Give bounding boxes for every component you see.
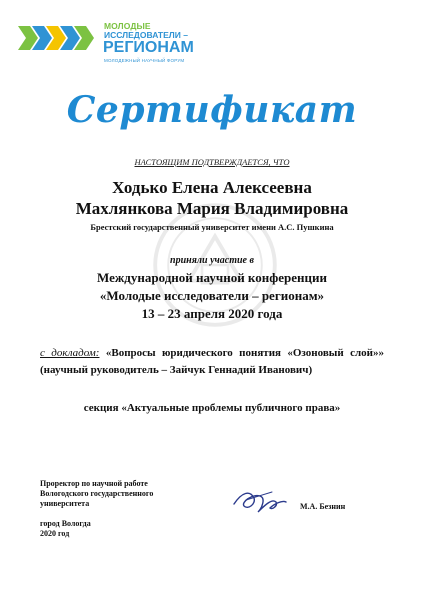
conference-line: Международной научной конференции (97, 270, 327, 285)
recipient-name: Махлянкова Мария Владимировна (75, 199, 349, 218)
year-line: 2020 год (40, 529, 70, 538)
handwritten-signature-icon (232, 484, 288, 518)
signer-line: университета (40, 499, 90, 508)
section-text: секция «Актуальные проблемы публичного права» (83, 402, 341, 414)
confirmation-text: НАСТОЯЩИМ ПОДТВЕРЖДАЕТСЯ, ЧТО (134, 157, 290, 167)
forum-logo (18, 18, 248, 68)
logo-line4: МОЛОДЕЖНЫЙ НАУЧНЫЙ ФОРУМ (104, 58, 185, 63)
city-and-year (40, 519, 160, 539)
logo-line1: МОЛОДЫЕ (104, 21, 151, 31)
logo-line3: РЕГИОНАМ (103, 39, 194, 56)
conference-line: «Молодые исследователи – регионам» (99, 288, 325, 303)
participation-text: приняли участие в (170, 255, 254, 266)
logo-line2: ИССЛЕДОВАТЕЛИ – (104, 30, 188, 40)
signer-line: Проректор по научной работе (40, 479, 148, 488)
conference-dates: 13 – 23 апреля 2020 года (141, 306, 283, 321)
signer-position (40, 479, 210, 509)
signer-name: М.А. Безнин (300, 502, 346, 511)
forum-logo-mark-icon (18, 20, 98, 54)
recipient-university: Брестский государственный университет имени А.С. Пушкина (90, 222, 334, 232)
recipient-name: Ходько Елена Алексеевна (112, 178, 312, 197)
signer-line: Вологодского государственного (40, 489, 154, 498)
report-lead: с докладом: (40, 347, 100, 359)
city-line: город Вологда (40, 519, 91, 528)
report-text: «Вопросы юридического понятия «Озоновый слой»» (научный руководитель – Зайчук Геннадий Иванович) (40, 347, 384, 376)
report-paragraph (40, 345, 384, 379)
certificate-title: Сертификат (66, 89, 358, 131)
